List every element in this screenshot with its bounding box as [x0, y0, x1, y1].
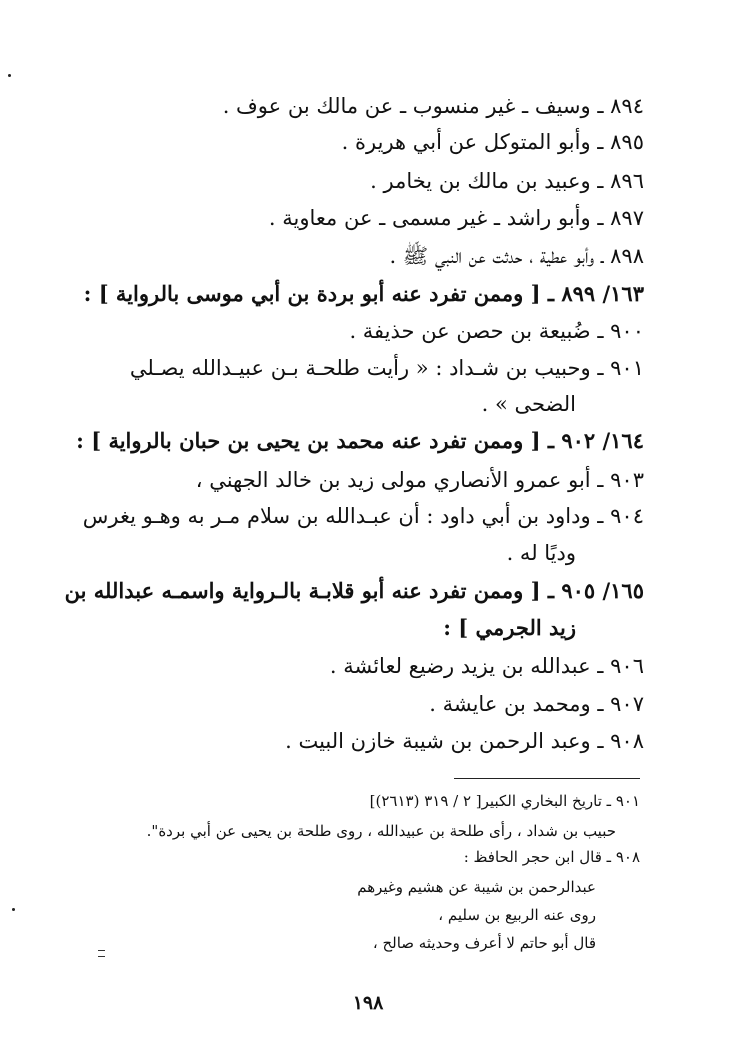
entry-908 — [285, 725, 644, 757]
entry-897 — [269, 202, 644, 234]
entry-text: ـ وحبيب بن شـداد : « رأيت طلحـة بـن عبيـدالله يصـلي — [129, 356, 604, 380]
footnote-divider — [454, 778, 640, 779]
entry-900 — [349, 315, 644, 347]
footnote-908-text-line-3: قال أبو حاتم لا أعرف وحديثه صالح ، — [372, 934, 596, 952]
section-heading-165 — [65, 575, 644, 607]
entry-895 — [342, 126, 644, 158]
entry-text: الضحى » . — [481, 392, 576, 416]
entry-text: ـ ومحمد بن عايشة . — [429, 692, 604, 716]
entry-903 — [196, 464, 644, 496]
entry-number: ٩٠٣ — [610, 468, 644, 492]
entry-904 — [83, 500, 644, 532]
section-heading-165-continuation — [443, 612, 576, 644]
entry-number: ٨٩٦ — [610, 169, 644, 193]
section-heading-text: ـ [ وممن تفرد عنه محمد بن يحيى بن حبان بالرواية ] : — [76, 428, 555, 453]
footnote-901-text: حبيب بن شداد ، رأى طلحة بن عبيدالله ، روى طلحة بن يحيى عن أبي بردة". — [146, 822, 616, 840]
entry-number: ٨٩٧ — [610, 206, 644, 230]
section-heading-text: ـ [ وممن تفرد عنه أبو قلابـة بالـرواية واسمـه عبدالله بن — [64, 578, 555, 603]
footnote-901-source: ٩٠١ ـ تاريخ البخاري الكبير[ ٢ / ٣١٩ (٢٦١٣)] — [369, 792, 640, 810]
entry-number: ٨٩٨ — [610, 244, 644, 268]
entry-number: ١٦٣/ ٨٩٩ — [561, 281, 644, 306]
entry-number: ٨٩٥ — [610, 130, 644, 154]
scan-speck — [8, 74, 11, 77]
entry-901-continuation — [482, 388, 576, 420]
footnote-908-text-line-2: روى عنه الربيع بن سليم ، — [438, 906, 596, 924]
entry-898 — [389, 240, 644, 272]
entry-text: ـ وأبو عطية ، حدثت عن النبي ﷺ . — [389, 244, 604, 268]
entry-894 — [223, 90, 644, 122]
entry-text: ـ وداود بن أبي داود : أن عبـدالله بن سلام مـر به وهـو يغرس — [82, 504, 604, 528]
entry-number: ١٦٤/ ٩٠٢ — [561, 428, 644, 453]
entry-text: ـ أبو عمرو الأنصاري مولى زيد بن خالد الجهني ، — [195, 468, 604, 492]
entry-907 — [429, 688, 644, 720]
entry-number: ٩٠٤ — [610, 504, 644, 528]
entry-text: ـ وأبو المتوكل عن أبي هريرة . — [341, 130, 604, 154]
entry-text: ـ عبدالله بن يزيد رضيع لعائشة . — [329, 654, 604, 678]
entry-text: ـ وعبد الرحمن بن شيبة خازن البيت . — [285, 729, 604, 753]
scan-mark — [98, 950, 105, 957]
section-heading-163 — [84, 278, 644, 310]
entry-number: ١٦٥/ ٩٠٥ — [561, 578, 644, 603]
entry-896 — [370, 165, 644, 197]
section-heading-text: زيد الجرمي ] : — [443, 615, 576, 640]
entry-906 — [330, 650, 644, 682]
entry-901 — [130, 352, 644, 384]
entry-number: ٩٠٠ — [610, 319, 644, 343]
section-heading-164 — [76, 425, 644, 457]
entry-number: ٩٠١ — [610, 356, 644, 380]
entry-text: ـ ضُبيعة بن حصن عن حذيفة . — [349, 319, 604, 343]
footnote-908-text-line-1: عبدالرحمن بن شيبة عن هشيم وغيرهم — [357, 878, 596, 896]
entry-904-continuation — [507, 537, 576, 569]
entry-text: وديًا له . — [506, 541, 576, 565]
entry-text: ـ وسيف ـ غير منسوب ـ عن مالك بن عوف . — [222, 94, 604, 118]
page-number: ١٩٨ — [352, 992, 384, 1014]
scan-speck — [12, 908, 15, 911]
entry-number: ٩٠٦ — [610, 654, 644, 678]
entry-text: ـ وعبيد بن مالك بن يخامر . — [370, 169, 604, 193]
entry-number: ٨٩٤ — [610, 94, 644, 118]
entry-number: ٩٠٧ — [610, 692, 644, 716]
section-heading-text: ـ [ وممن تفرد عنه أبو بردة بن أبي موسى بالرواية ] : — [83, 281, 555, 306]
entry-number: ٩٠٨ — [610, 729, 644, 753]
footnote-908-source: ٩٠٨ ـ قال ابن حجر الحافظ : — [463, 848, 640, 866]
entry-text: ـ وأبو راشد ـ غير مسمى ـ عن معاوية . — [268, 206, 604, 230]
